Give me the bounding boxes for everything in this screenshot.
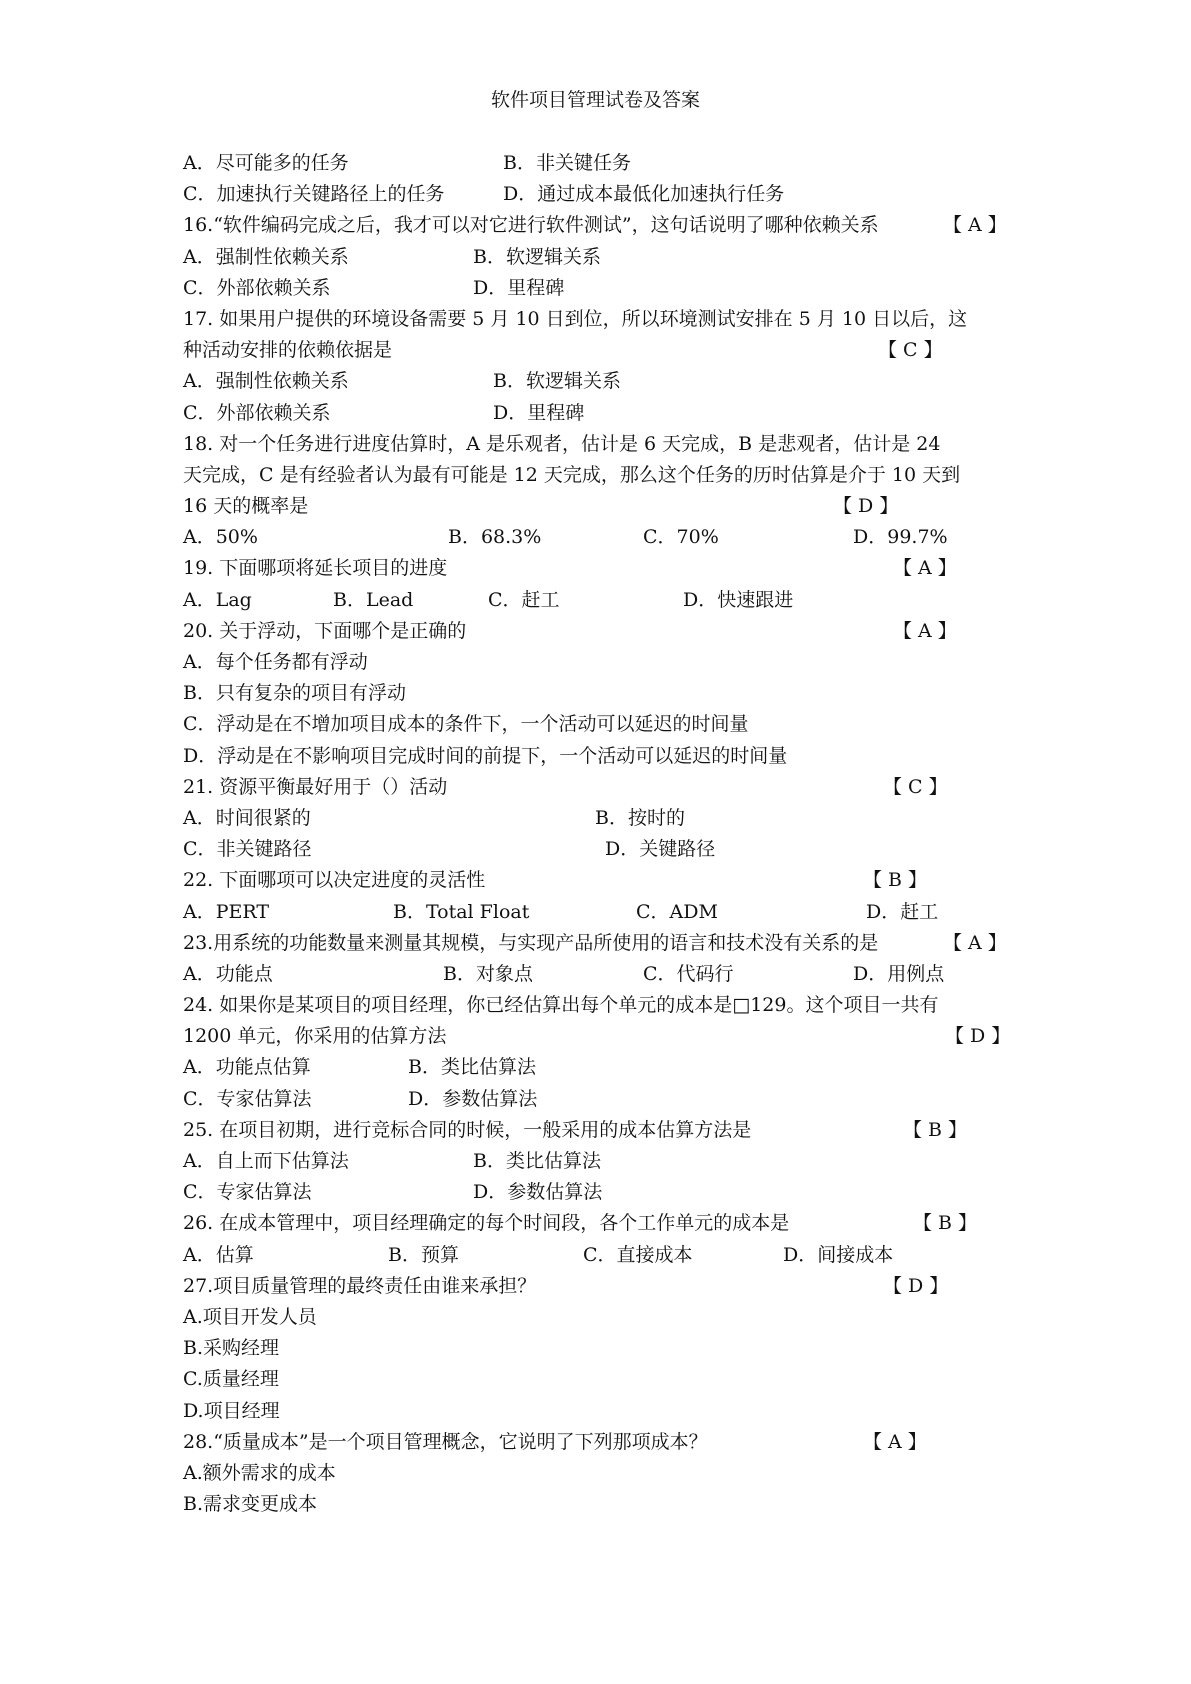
q25-answer: 【 B 】 xyxy=(903,1118,968,1141)
q25-option-a: A．自上而下估算法 xyxy=(183,1150,349,1172)
q19-option-a: A．Lag xyxy=(183,588,252,611)
q20-answer: 【 A 】 xyxy=(893,619,957,642)
question-24-line-1 xyxy=(183,990,1021,1021)
q19-answer: 【 A 】 xyxy=(893,557,957,580)
q21-option-b: B．按时的 xyxy=(595,806,685,829)
q22-option-c: C．ADM xyxy=(636,900,718,923)
q16-option-c: C．外部依赖关系 xyxy=(183,276,331,299)
q24-text-1: 24. 如果你是某项目的项目经理，你已经估算出每个单元的成本是□129。这个项目一共有 xyxy=(183,994,939,1017)
q27-option-c: C.质量经理 xyxy=(183,1368,279,1391)
q17-option-c: C．外部依赖关系 xyxy=(183,401,331,424)
question-27 xyxy=(183,1271,1021,1302)
q26-option-a: A．估算 xyxy=(183,1243,254,1266)
q18-answer: 【 D 】 xyxy=(833,495,899,518)
q28-option-b-row xyxy=(183,1489,1021,1520)
q19-option-d: D．快速跟进 xyxy=(683,588,794,611)
q17-option-a: A．强制性依赖关系 xyxy=(183,370,349,393)
q27-option-c-row xyxy=(183,1364,1021,1395)
q25-option-c: C．专家估算法 xyxy=(183,1181,312,1204)
q27-text: 27.项目质量管理的最终责任由谁来承担？ xyxy=(183,1274,537,1297)
question-17-line-1 xyxy=(183,304,1021,335)
q16-option-b: B．软逻辑关系 xyxy=(473,245,601,268)
page-title: 软件项目管理试卷及答案 xyxy=(490,89,700,111)
q15-option-d: D．通过成本最低化加速执行任务 xyxy=(503,183,785,206)
q18-option-c: C．70% xyxy=(643,526,719,549)
q23-answer: 【 A 】 xyxy=(943,931,1007,954)
q26-options xyxy=(183,1240,1021,1271)
q21-answer: 【 C 】 xyxy=(883,775,948,798)
q27-option-d: D.项目经理 xyxy=(183,1399,280,1422)
q20-option-d-row xyxy=(183,741,1021,772)
q24-options-row-2 xyxy=(183,1084,1021,1115)
q27-option-a: A.项目开发人员 xyxy=(183,1305,317,1328)
q17-text-2: 种活动安排的依赖依据是 xyxy=(183,339,393,362)
q17-option-b: B．软逻辑关系 xyxy=(493,370,621,393)
question-16 xyxy=(183,210,1021,241)
q23-option-a: A．功能点 xyxy=(183,962,273,985)
q24-option-c: C．专家估算法 xyxy=(183,1087,312,1110)
q16-option-a: A．强制性依赖关系 xyxy=(183,245,349,268)
q17-options-row-1 xyxy=(183,366,1021,397)
q26-option-b: B．预算 xyxy=(388,1243,459,1266)
q23-option-d: D．用例点 xyxy=(853,962,945,985)
q15-option-c: C．加速执行关键路径上的任务 xyxy=(183,183,445,206)
q18-text-1: 18. 对一个任务进行进度估算时，A 是乐观者，估计是 6 天完成，B 是悲观者，估计是 24 xyxy=(183,432,941,455)
q24-text-2: 1200 单元，你采用的估算方法 xyxy=(183,1025,447,1048)
question-17-line-2 xyxy=(183,335,1021,366)
q16-text: 16.“软件编码完成之后，我才可以对它进行软件测试”，这句话说明了哪种依赖关系 xyxy=(183,214,879,237)
q28-option-b: B.需求变更成本 xyxy=(183,1493,318,1516)
q21-option-d: D．关键路径 xyxy=(605,838,716,861)
question-28 xyxy=(183,1427,1021,1458)
q26-option-d: D．间接成本 xyxy=(783,1243,894,1266)
q21-text: 21. 资源平衡最好用于（）活动 xyxy=(183,775,448,798)
q28-option-a-row xyxy=(183,1458,1021,1489)
q22-answer: 【 B 】 xyxy=(863,869,928,892)
q25-option-b: B．类比估算法 xyxy=(473,1150,601,1172)
q15-options-row-2 xyxy=(183,179,1021,210)
question-26 xyxy=(183,1208,1021,1239)
q24-options-row-1 xyxy=(183,1052,1021,1083)
q17-text-1: 17. 如果用户提供的环境设备需要 5 月 10 日到位，所以环境测试安排在 5 月 10 日以后，这 xyxy=(183,307,968,330)
question-18-line-2 xyxy=(183,460,1021,491)
q19-option-c: C．赶工 xyxy=(488,588,560,611)
question-18-line-3 xyxy=(183,491,1021,522)
q26-option-c: C．直接成本 xyxy=(583,1243,693,1266)
q19-option-b: B．Lead xyxy=(333,588,414,611)
q18-text-3: 16 天的概率是 xyxy=(183,495,309,518)
q19-text: 19. 下面哪项将延长项目的进度 xyxy=(183,557,448,580)
q25-text: 25. 在项目初期，进行竞标合同的时候，一般采用的成本估算方法是 xyxy=(183,1118,752,1141)
q23-option-b: B．对象点 xyxy=(443,962,533,985)
q27-option-b-row xyxy=(183,1333,1021,1364)
q22-text: 22. 下面哪项可以决定进度的灵活性 xyxy=(183,869,486,892)
q22-options xyxy=(183,897,1021,928)
question-20 xyxy=(183,616,1021,647)
q24-answer: 【 D 】 xyxy=(945,1025,1011,1048)
q15-options-row-1 xyxy=(183,148,1021,179)
q27-option-a-row xyxy=(183,1302,1021,1333)
q23-options xyxy=(183,959,1021,990)
q15-option-a: A．尽可能多的任务 xyxy=(183,152,349,174)
question-19 xyxy=(183,553,1021,584)
q25-options-row-2 xyxy=(183,1177,1021,1208)
q17-option-d: D．里程碑 xyxy=(493,401,585,424)
q20-text: 20. 关于浮动，下面哪个是正确的 xyxy=(183,619,467,642)
q20-option-c-row xyxy=(183,709,1021,740)
q20-option-a-row xyxy=(183,647,1021,678)
q20-option-c: C．浮动是在不增加项目成本的条件下，一个活动可以延迟的时间量 xyxy=(183,713,749,736)
q22-option-d: D．赶工 xyxy=(866,900,939,923)
exam-content xyxy=(183,148,1021,1520)
q21-options-row-2 xyxy=(183,834,1021,865)
question-18-line-1 xyxy=(183,429,1021,460)
q21-option-a: A．时间很紧的 xyxy=(183,806,311,829)
q20-option-d: D．浮动是在不影响项目完成时间的前提下，一个活动可以延迟的时间量 xyxy=(183,744,788,767)
q16-options-row-2 xyxy=(183,273,1021,304)
q17-options-row-2 xyxy=(183,398,1021,429)
question-23 xyxy=(183,928,1021,959)
q25-option-d: D．参数估算法 xyxy=(473,1181,603,1204)
q24-option-d: D．参数估算法 xyxy=(408,1087,538,1110)
q19-options xyxy=(183,585,1021,616)
question-24-line-2 xyxy=(183,1021,1021,1052)
q26-text: 26. 在成本管理中，项目经理确定的每个时间段，各个工作单元的成本是 xyxy=(183,1212,790,1235)
question-21 xyxy=(183,772,1021,803)
q27-answer: 【 D 】 xyxy=(883,1274,949,1297)
q16-options-row-1 xyxy=(183,242,1021,273)
q20-option-b-row xyxy=(183,678,1021,709)
q22-option-b: B．Total Float xyxy=(393,900,530,923)
q28-answer: 【 A 】 xyxy=(863,1430,927,1453)
q27-option-b: B.采购经理 xyxy=(183,1337,280,1360)
q16-answer: 【 A 】 xyxy=(943,214,1007,237)
q18-option-d: D．99.7% xyxy=(853,526,948,549)
q24-option-b: B．类比估算法 xyxy=(408,1056,536,1079)
q20-option-a: A．每个任务都有浮动 xyxy=(183,651,368,673)
q18-text-2: 天完成，C 是有经验者认为最有可能是 12 天完成，那么这个任务的历时估算是介于 10 天到 xyxy=(183,463,961,486)
q18-option-a: A．50% xyxy=(183,526,258,549)
question-22 xyxy=(183,865,1021,896)
q21-options-row-1 xyxy=(183,803,1021,834)
q17-answer: 【 C 】 xyxy=(878,339,943,362)
q24-option-a: A．功能点估算 xyxy=(183,1056,311,1079)
q21-option-c: C．非关键路径 xyxy=(183,838,312,861)
q22-option-a: A．PERT xyxy=(183,900,270,923)
q23-text: 23.用系统的功能数量来测量其规模，与实现产品所使用的语言和技术没有关系的是 xyxy=(183,931,879,954)
q18-option-b: B．68.3% xyxy=(448,526,542,549)
q26-answer: 【 B 】 xyxy=(913,1212,978,1235)
question-25 xyxy=(183,1115,1021,1146)
q27-option-d-row xyxy=(183,1396,1021,1427)
q15-option-b: B．非关键任务 xyxy=(503,152,631,174)
q18-options xyxy=(183,522,1021,553)
q28-text: 28.“质量成本”是一个项目管理概念，它说明了下列那项成本？ xyxy=(183,1430,708,1453)
q25-options-row-1 xyxy=(183,1146,1021,1177)
q16-option-d: D．里程碑 xyxy=(473,276,565,299)
q23-option-c: C．代码行 xyxy=(643,962,734,985)
q20-option-b: B．只有复杂的项目有浮动 xyxy=(183,682,406,705)
q28-option-a: A.额外需求的成本 xyxy=(183,1461,336,1484)
